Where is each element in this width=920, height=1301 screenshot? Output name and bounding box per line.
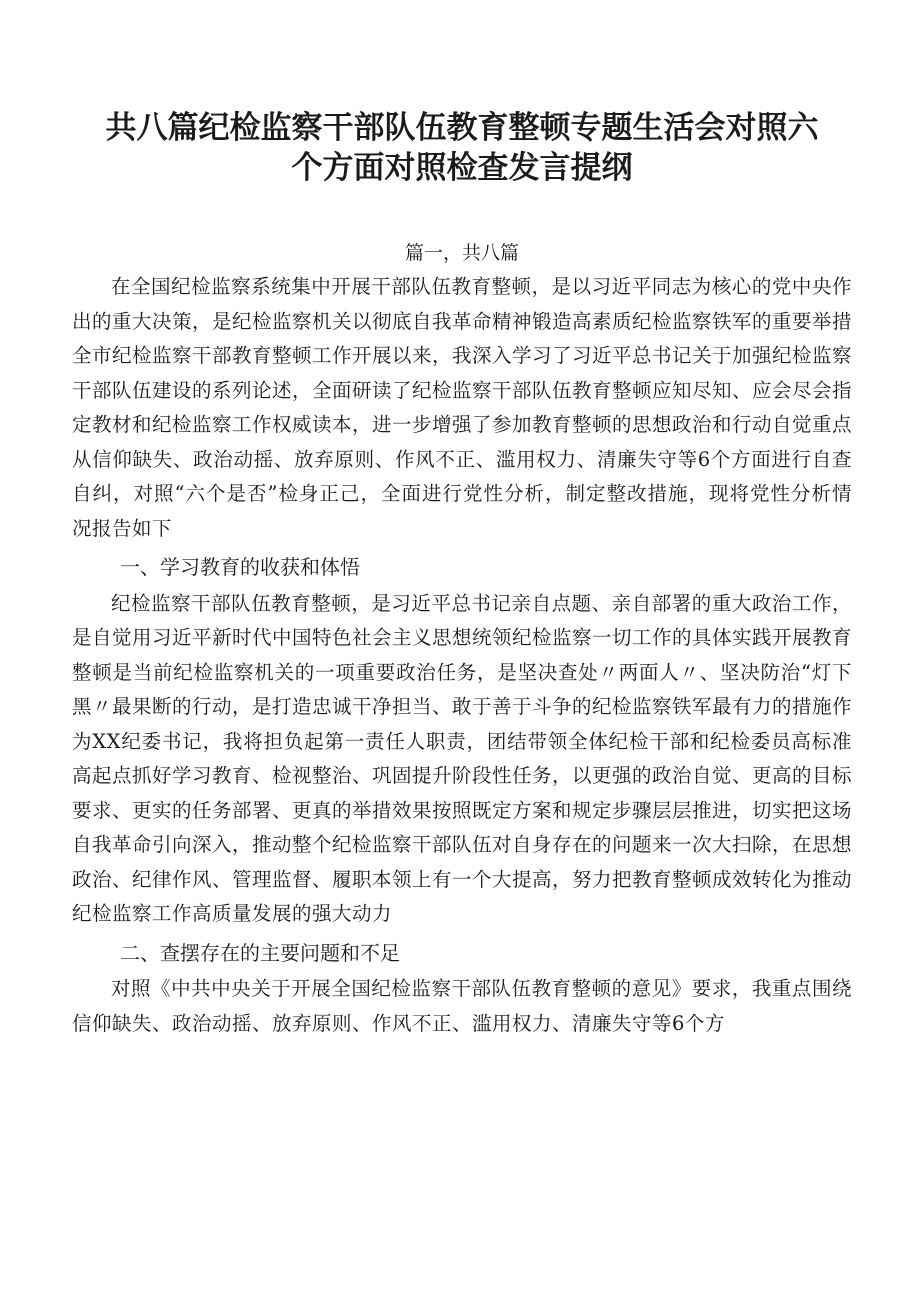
document-title: 共八篇纪检监察干部队伍教育整顿专题生活会对照六个方面对照检查发言提纲 [105, 110, 819, 186]
document-subtitle: 篇一，共八篇 [404, 242, 519, 264]
section-1-paragraph: 纪检监察干部队伍教育整顿，是习近平总书记亲自点题、亲自部署的重大政治工作，是自觉用习近平新时代中国特色社会主义思想统领纪检监察一切工作的具体实践开展教育整顿是当前纪检监察机关的一项重要政治任务，是坚决查处〃两面人〃、坚决防治“灯下黑〃最果断的行动，是打造忠诚干净担当、敢于善于斗争的纪检监察铁军最有力的措施作为XX纪委书记，我将担负起第一责任人职责，团结带领全体纪检干部和纪检委员高标准高起点抓好学习教育、检视整治、巩固提升阶段性任务，以更强的政治自觉、更高的目标要求、更实的任务部署、更真的举措效果按照既定方案和规定步骤层层推进，切实把这场自我革命引向深入，推动整个纪检监察干部队伍对自身存在的问题来一次大扫除，在思想政治、纪律作风、管理监督、履职本领上有一个大提高，努力把教育整顿成效转化为推动纪检监察工作高质量发展的强大动力 [72, 591, 853, 925]
section-heading-2: 二、查摆存在的主要问题和不足 [120, 940, 400, 965]
section-heading-1: 一、学习教育的收获和体悟 [120, 555, 360, 579]
intro-paragraph: 在全国纪检监察系统集中开展干部队伍教育整顿，是以习近平同志为核心的党中央作出的重大决策，是纪检监察机关以彻底自我革命精神锻造高素质纪检监察铁军的重要举措全市纪检监察干部教育整顿工作开展以来，我深入学习了习近平总书记关于加强纪检监察干部队伍建设的系列论述，全面研读了纪检监察干部队伍教育整顿应知尽知、应会尽会指定教材和纪检监察工作权威读本，进一步增强了参加教育整顿的思想政治和行动自觉重点从信仰缺失、政治动摇、放弃原则、作风不正、滥用权力、清廉失守等6个方面进行自查自纠，对照“六个是否”检身正己，全面进行党性分析，制定整改措施，现将党性分析情况报告如下 [72, 275, 853, 540]
section-2-paragraph: 对照《中共中央关于开展全国纪检监察干部队伍教育整顿的意见》要求，我重点围绕信仰缺失、政治动摇、放弃原则、作风不正、滥用权力、清廉失守等6个方 [72, 977, 852, 1035]
